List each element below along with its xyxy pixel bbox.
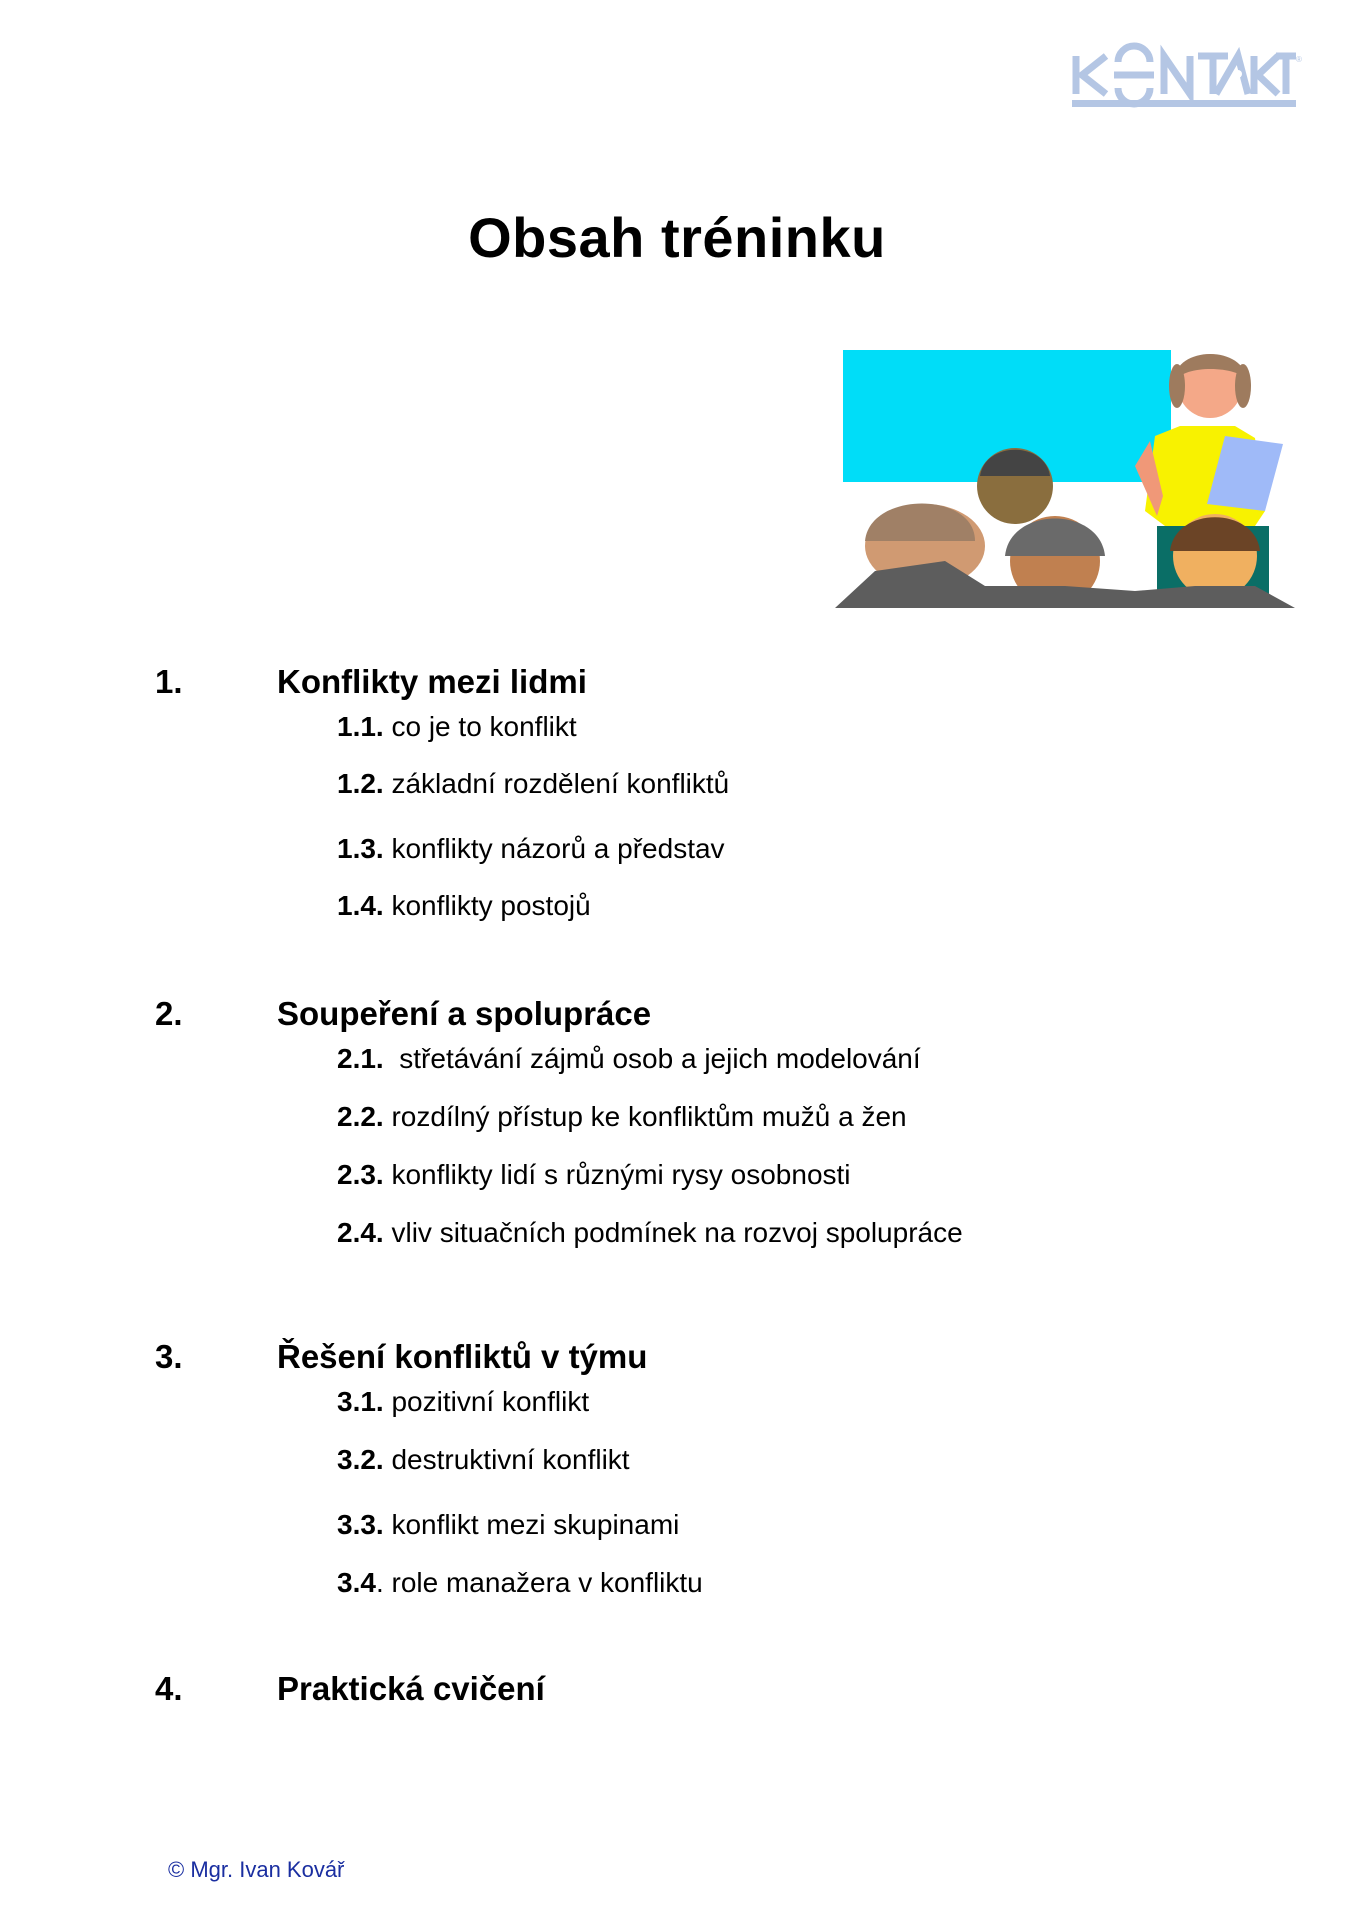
- kontakt-logo: [1070, 50, 1300, 112]
- subsection-item: [337, 1101, 907, 1133]
- subsection-item: [337, 1567, 703, 1599]
- subsection-item: [337, 1509, 679, 1541]
- subsection-item: [337, 1386, 589, 1418]
- page-title: Obsah tréninku: [468, 206, 886, 269]
- section-number: 1.: [155, 663, 183, 700]
- subsection-text: základní rozdělení konfliktů: [391, 768, 730, 799]
- subsection-text: střetávání zájmů osob a jejich modelování: [399, 1043, 921, 1074]
- subsection-text: role manažera v konfliktu: [391, 1567, 703, 1598]
- subsection-number: 2.1.: [337, 1043, 384, 1074]
- section-title: Soupeření a spolupráce: [277, 995, 652, 1032]
- subsection-number: 2.3.: [337, 1159, 384, 1190]
- subsection-number: 2.2.: [337, 1101, 384, 1132]
- subsection-text: rozdílný přístup ke konfliktům mužů a žen: [391, 1101, 907, 1132]
- section-number: 3.: [155, 1338, 183, 1375]
- subsection-number: 3.2.: [337, 1444, 384, 1475]
- section-title: Řešení konfliktů v týmu: [277, 1338, 648, 1375]
- subsection-number: 3.1.: [337, 1386, 384, 1417]
- section-number: 2.: [155, 995, 183, 1032]
- section-number: 4.: [155, 1670, 183, 1707]
- subsection-item: [337, 1217, 963, 1249]
- subsection-number: 2.4.: [337, 1217, 384, 1248]
- subsection-item: [337, 833, 725, 865]
- subsection-item: [337, 1159, 851, 1191]
- subsection-text: konflikty postojů: [391, 890, 591, 921]
- subsection-separator: [384, 1043, 400, 1074]
- subsection-number: 3.4: [337, 1567, 376, 1598]
- subsection-text: konflikty názorů a představ: [391, 833, 725, 864]
- subsection-number: 3.3.: [337, 1509, 384, 1540]
- subsection-text: pozitivní konflikt: [391, 1386, 590, 1417]
- subsection-separator: .: [375, 1567, 392, 1598]
- subsection-number: 1.1.: [337, 711, 384, 742]
- subsection-item: [337, 768, 729, 800]
- subsection-item: [337, 890, 591, 922]
- subsection-number: 1.3.: [337, 833, 384, 864]
- svg-text:®: ®: [1296, 55, 1302, 64]
- section-title: Konflikty mezi lidmi: [277, 663, 587, 700]
- subsection-text: vliv situačních podmínek na rozvoj spolupráce: [391, 1217, 963, 1248]
- subsection-text: konflikt mezi skupinami: [391, 1509, 680, 1540]
- section-title: Praktická cvičení: [277, 1670, 545, 1707]
- subsection-number: 1.4.: [337, 890, 384, 921]
- subsection-item: [337, 711, 577, 743]
- subsection-text: co je to konflikt: [391, 711, 577, 742]
- subsection-number: 1.2.: [337, 768, 384, 799]
- subsection-item: [337, 1444, 630, 1476]
- training-clipart-image: [835, 346, 1295, 608]
- subsection-item: [337, 1043, 921, 1075]
- subsection-text: destruktivní konflikt: [391, 1444, 630, 1475]
- copyright-footer: © Mgr. Ivan Kovář: [168, 1857, 345, 1882]
- subsection-text: konflikty lidí s různými rysy osobnosti: [391, 1159, 851, 1190]
